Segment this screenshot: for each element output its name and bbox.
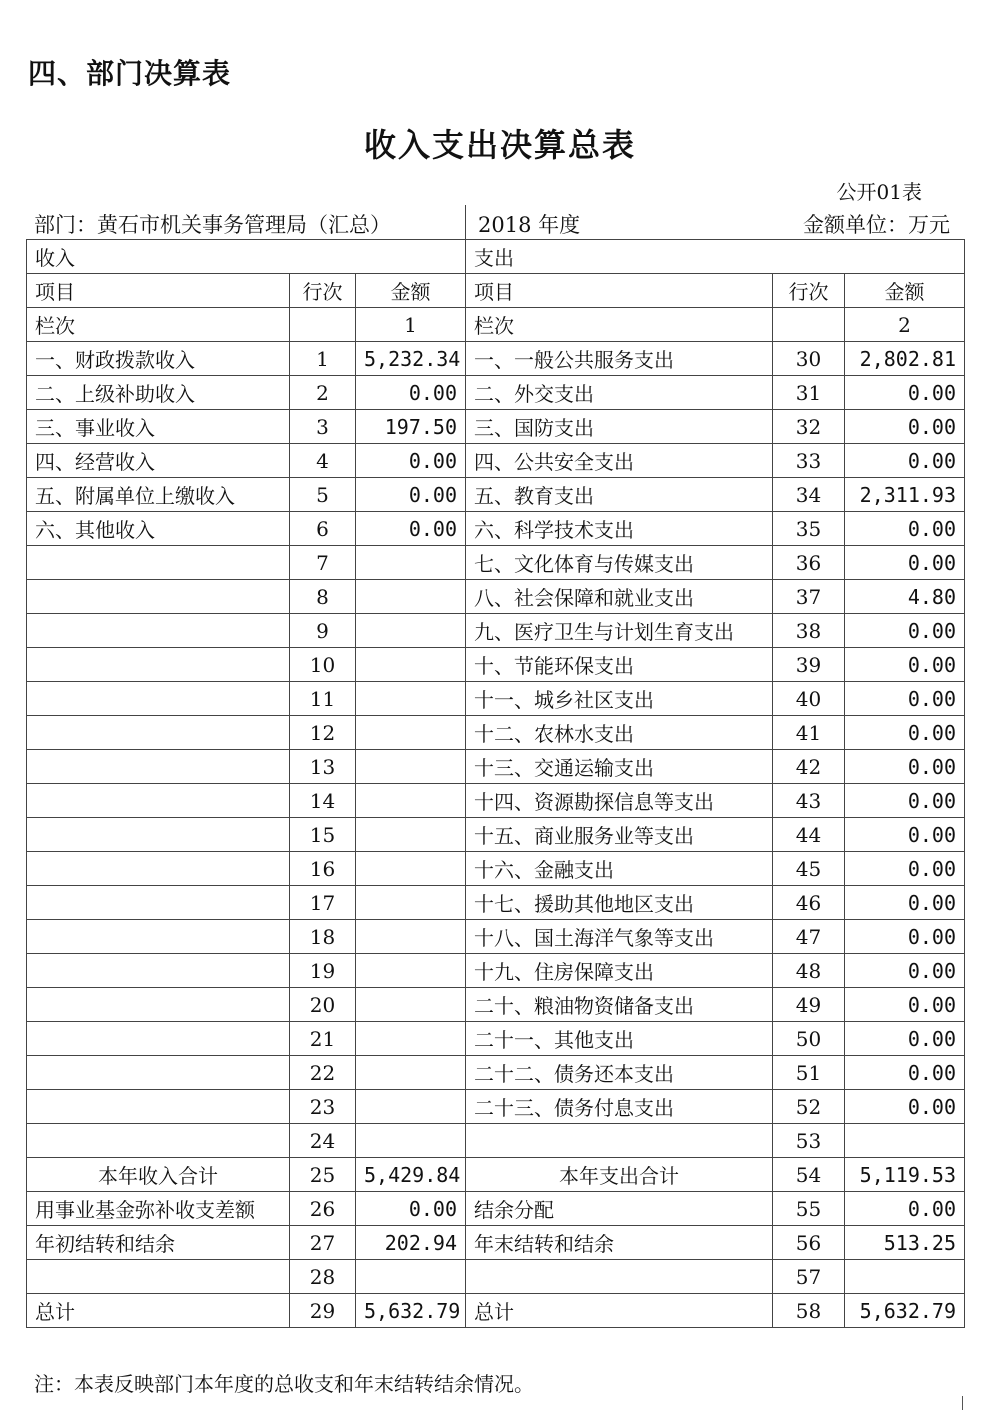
table-row: [27, 580, 965, 614]
expense-item-cell: 十二、农林水支出: [466, 716, 773, 750]
income-item-cell: 年初结转和结余: [27, 1226, 290, 1260]
expense-column-blank: [773, 308, 845, 342]
expense-amount-cell: 0.00: [845, 376, 965, 410]
expense-line-cell: 43: [773, 784, 845, 818]
expense-item-cell: 十三、交通运输支出: [466, 750, 773, 784]
income-item-cell: [27, 1056, 290, 1090]
income-item-cell: [27, 988, 290, 1022]
table-row: [27, 818, 965, 852]
section-title: 四、部门决算表: [28, 57, 232, 90]
table-row: [27, 410, 965, 444]
income-column-label: 栏次: [27, 308, 290, 342]
expense-item-cell: 十五、商业服务业等支出: [466, 818, 773, 852]
income-item-cell: [27, 920, 290, 954]
expense-line-cell: 34: [773, 478, 845, 512]
income-item-cell: [27, 1260, 290, 1294]
expense-item-cell: 总计: [466, 1294, 773, 1328]
table-row: [27, 682, 965, 716]
expense-amount-cell: 513.25: [845, 1226, 965, 1260]
income-item-cell: [27, 818, 290, 852]
expense-amount-cell: 2,802.81: [845, 342, 965, 376]
column-header-row: [27, 274, 965, 308]
department-label: 部门：黄石市机关事务管理局（汇总）: [34, 213, 391, 237]
expense-line-cell: 52: [773, 1090, 845, 1124]
table-row: [27, 750, 965, 784]
income-line-cell: 2: [290, 376, 356, 410]
expense-item-cell: 四、公共安全支出: [466, 444, 773, 478]
income-line-cell: 22: [290, 1056, 356, 1090]
income-amount-cell: [356, 648, 466, 682]
expense-item-cell: [466, 1260, 773, 1294]
income-amount-cell: [356, 1022, 466, 1056]
income-item-cell: [27, 1124, 290, 1158]
income-column-blank: [290, 308, 356, 342]
income-column-number: 1: [356, 308, 466, 342]
income-item-cell: [27, 580, 290, 614]
income-item-cell: [27, 614, 290, 648]
income-item-cell: [27, 1090, 290, 1124]
income-amount-cell: [356, 1090, 466, 1124]
expense-amount-cell: 0.00: [845, 750, 965, 784]
income-item-cell: 三、事业收入: [27, 410, 290, 444]
income-item-cell: [27, 682, 290, 716]
income-amount-cell: [356, 750, 466, 784]
expense-amount-cell: 5,119.53: [845, 1158, 965, 1192]
table-row: [27, 1158, 965, 1192]
expense-amount-cell: 0.00: [845, 614, 965, 648]
expense-amount-cell: 0.00: [845, 1192, 965, 1226]
income-amount-cell: [356, 886, 466, 920]
income-item-cell: [27, 1022, 290, 1056]
expense-line-cell: 40: [773, 682, 845, 716]
expense-line-cell: 51: [773, 1056, 845, 1090]
table-title: 收入支出决算总表: [363, 126, 636, 164]
income-item-cell: [27, 954, 290, 988]
column-number-row: [27, 308, 965, 342]
expense-amount-cell: 0.00: [845, 410, 965, 444]
income-item-header: 项目: [27, 274, 290, 308]
income-item-cell: [27, 852, 290, 886]
expense-amount-cell: 0.00: [845, 716, 965, 750]
income-amount-cell: [356, 682, 466, 716]
year-label: 2018 年度: [478, 213, 581, 237]
table-row: [27, 1260, 965, 1294]
expense-line-cell: 37: [773, 580, 845, 614]
expense-line-cell: 57: [773, 1260, 845, 1294]
expense-item-cell: 七、文化体育与传媒支出: [466, 546, 773, 580]
income-item-cell: [27, 546, 290, 580]
table-row: [27, 886, 965, 920]
table-row: [27, 444, 965, 478]
income-line-cell: 25: [290, 1158, 356, 1192]
expense-amount-cell: 0.00: [845, 648, 965, 682]
table-row: [27, 1022, 965, 1056]
table-row: [27, 1226, 965, 1260]
income-amount-cell: [356, 920, 466, 954]
income-line-cell: 11: [290, 682, 356, 716]
table-row: [27, 852, 965, 886]
expense-line-cell: 46: [773, 886, 845, 920]
expense-amount-cell: 0.00: [845, 512, 965, 546]
expense-line-cell: 48: [773, 954, 845, 988]
income-amount-cell: 5,232.34: [356, 342, 466, 376]
income-amount-cell: 0.00: [356, 376, 466, 410]
expense-item-header: 项目: [466, 274, 773, 308]
table-row: [27, 376, 965, 410]
income-line-cell: 5: [290, 478, 356, 512]
table-row: [27, 1294, 965, 1328]
unit-label: 金额单位：万元: [803, 213, 950, 237]
income-item-cell: 一、财政拨款收入: [27, 342, 290, 376]
table-row: [27, 478, 965, 512]
income-line-cell: 26: [290, 1192, 356, 1226]
income-amount-cell: [356, 954, 466, 988]
expense-item-cell: 本年支出合计: [466, 1158, 773, 1192]
expense-amount-cell: 0.00: [845, 886, 965, 920]
income-item-cell: [27, 784, 290, 818]
expense-line-cell: 47: [773, 920, 845, 954]
expense-column-label: 栏次: [466, 308, 773, 342]
expense-item-cell: 十九、住房保障支出: [466, 954, 773, 988]
expense-item-cell: 年末结转和结余: [466, 1226, 773, 1260]
income-line-cell: 19: [290, 954, 356, 988]
income-line-cell: 6: [290, 512, 356, 546]
income-line-cell: 12: [290, 716, 356, 750]
expense-item-cell: 十一、城乡社区支出: [466, 682, 773, 716]
income-line-cell: 16: [290, 852, 356, 886]
expense-amount-cell: 0.00: [845, 818, 965, 852]
table-row: [27, 1090, 965, 1124]
expense-amount-header: 金额: [845, 274, 965, 308]
income-item-cell: 四、经营收入: [27, 444, 290, 478]
table-row: [27, 1056, 965, 1090]
expense-item-cell: 二十、粮油物资储备支出: [466, 988, 773, 1022]
income-item-cell: 本年收入合计: [27, 1158, 290, 1192]
expense-line-cell: 31: [773, 376, 845, 410]
income-line-cell: 27: [290, 1226, 356, 1260]
meta-divider: [465, 205, 466, 239]
expense-line-cell: 55: [773, 1192, 845, 1226]
expense-item-cell: 十八、国土海洋气象等支出: [466, 920, 773, 954]
expense-item-cell: 五、教育支出: [466, 478, 773, 512]
expense-amount-cell: [845, 1124, 965, 1158]
expense-item-cell: 十七、援助其他地区支出: [466, 886, 773, 920]
income-amount-cell: [356, 614, 466, 648]
expense-line-cell: 33: [773, 444, 845, 478]
income-amount-cell: 0.00: [356, 444, 466, 478]
income-line-cell: 9: [290, 614, 356, 648]
expense-item-cell: 十六、金融支出: [466, 852, 773, 886]
expense-line-cell: 54: [773, 1158, 845, 1192]
expense-amount-cell: 0.00: [845, 954, 965, 988]
income-amount-cell: [356, 1260, 466, 1294]
table-row: [27, 614, 965, 648]
table-row: [27, 342, 965, 376]
expense-amount-cell: 2,311.93: [845, 478, 965, 512]
expense-item-cell: 二十一、其他支出: [466, 1022, 773, 1056]
expense-line-cell: 53: [773, 1124, 845, 1158]
expense-line-cell: 42: [773, 750, 845, 784]
income-item-cell: [27, 886, 290, 920]
expense-column-number: 2: [845, 308, 965, 342]
expense-line-cell: 44: [773, 818, 845, 852]
table-row: [27, 716, 965, 750]
income-amount-header: 金额: [356, 274, 466, 308]
income-line-cell: 17: [290, 886, 356, 920]
income-line-cell: 14: [290, 784, 356, 818]
income-item-cell: 五、附属单位上缴收入: [27, 478, 290, 512]
expense-line-cell: 49: [773, 988, 845, 1022]
expense-line-cell: 35: [773, 512, 845, 546]
income-line-cell: 15: [290, 818, 356, 852]
expense-item-cell: 二十二、债务还本支出: [466, 1056, 773, 1090]
income-amount-cell: 202.94: [356, 1226, 466, 1260]
income-line-cell: 29: [290, 1294, 356, 1328]
expense-line-cell: 58: [773, 1294, 845, 1328]
expense-item-cell: 结余分配: [466, 1192, 773, 1226]
expense-amount-cell: 4.80: [845, 580, 965, 614]
table-row: [27, 954, 965, 988]
income-amount-cell: [356, 1056, 466, 1090]
income-item-cell: 用事业基金弥补收支差额: [27, 1192, 290, 1226]
expense-amount-cell: 0.00: [845, 682, 965, 716]
expense-line-cell: 36: [773, 546, 845, 580]
income-amount-cell: 0.00: [356, 478, 466, 512]
income-item-cell: [27, 716, 290, 750]
income-amount-cell: [356, 852, 466, 886]
income-amount-cell: 197.50: [356, 410, 466, 444]
income-amount-cell: 5,632.79: [356, 1294, 466, 1328]
income-line-cell: 8: [290, 580, 356, 614]
expense-item-cell: 二十三、债务付息支出: [466, 1090, 773, 1124]
expense-amount-cell: 0.00: [845, 546, 965, 580]
income-item-cell: 二、上级补助收入: [27, 376, 290, 410]
table-row: [27, 546, 965, 580]
income-line-cell: 23: [290, 1090, 356, 1124]
expense-amount-cell: 0.00: [845, 920, 965, 954]
expense-line-cell: 30: [773, 342, 845, 376]
income-amount-cell: [356, 1124, 466, 1158]
expense-amount-cell: 0.00: [845, 1090, 965, 1124]
income-amount-cell: [356, 784, 466, 818]
expense-line-cell: 56: [773, 1226, 845, 1260]
expense-line-cell: 39: [773, 648, 845, 682]
expense-item-cell: 十四、资源勘探信息等支出: [466, 784, 773, 818]
expense-item-cell: [466, 1124, 773, 1158]
income-line-cell: 24: [290, 1124, 356, 1158]
expense-amount-cell: 5,632.79: [845, 1294, 965, 1328]
income-line-cell: 4: [290, 444, 356, 478]
income-line-cell: 28: [290, 1260, 356, 1294]
expense-line-header: 行次: [773, 274, 845, 308]
income-amount-cell: [356, 580, 466, 614]
expense-amount-cell: 0.00: [845, 444, 965, 478]
expense-amount-cell: 0.00: [845, 988, 965, 1022]
income-amount-cell: [356, 716, 466, 750]
income-line-cell: 20: [290, 988, 356, 1022]
expense-section-header: 支出: [466, 240, 965, 274]
table-row: [27, 1124, 965, 1158]
income-amount-cell: 0.00: [356, 512, 466, 546]
income-item-cell: [27, 750, 290, 784]
edge-mark: [962, 1396, 963, 1410]
income-line-cell: 21: [290, 1022, 356, 1056]
income-line-cell: 7: [290, 546, 356, 580]
expense-line-cell: 45: [773, 852, 845, 886]
income-section-header: 收入: [27, 240, 466, 274]
income-amount-cell: 5,429.84: [356, 1158, 466, 1192]
income-line-cell: 13: [290, 750, 356, 784]
income-item-cell: 六、其他收入: [27, 512, 290, 546]
expense-item-cell: 八、社会保障和就业支出: [466, 580, 773, 614]
expense-item-cell: 六、科学技术支出: [466, 512, 773, 546]
expense-line-cell: 41: [773, 716, 845, 750]
expense-item-cell: 二、外交支出: [466, 376, 773, 410]
expense-line-cell: 38: [773, 614, 845, 648]
income-amount-cell: [356, 818, 466, 852]
expense-amount-cell: 0.00: [845, 1056, 965, 1090]
income-amount-cell: [356, 546, 466, 580]
income-amount-cell: 0.00: [356, 1192, 466, 1226]
table-row: [27, 988, 965, 1022]
expense-amount-cell: 0.00: [845, 1022, 965, 1056]
form-code: 公开01表: [836, 180, 922, 204]
expense-line-cell: 32: [773, 410, 845, 444]
section-header-row: [27, 240, 965, 274]
income-line-cell: 1: [290, 342, 356, 376]
expense-item-cell: 十、节能环保支出: [466, 648, 773, 682]
table-row: [27, 920, 965, 954]
expense-item-cell: 九、医疗卫生与计划生育支出: [466, 614, 773, 648]
budget-table: [26, 239, 965, 1328]
income-line-cell: 18: [290, 920, 356, 954]
expense-item-cell: 三、国防支出: [466, 410, 773, 444]
expense-amount-cell: 0.00: [845, 784, 965, 818]
meta-row: [26, 205, 964, 239]
income-item-cell: [27, 648, 290, 682]
income-line-cell: 10: [290, 648, 356, 682]
income-line-cell: 3: [290, 410, 356, 444]
expense-item-cell: 一、一般公共服务支出: [466, 342, 773, 376]
table-row: [27, 784, 965, 818]
income-item-cell: 总计: [27, 1294, 290, 1328]
table-row: [27, 1192, 965, 1226]
expense-line-cell: 50: [773, 1022, 845, 1056]
table-note: 注：本表反映部门本年度的总收支和年末结转结余情况。: [34, 1372, 534, 1396]
expense-amount-cell: [845, 1260, 965, 1294]
income-line-header: 行次: [290, 274, 356, 308]
table-row: [27, 648, 965, 682]
income-amount-cell: [356, 988, 466, 1022]
table-row: [27, 512, 965, 546]
expense-amount-cell: 0.00: [845, 852, 965, 886]
